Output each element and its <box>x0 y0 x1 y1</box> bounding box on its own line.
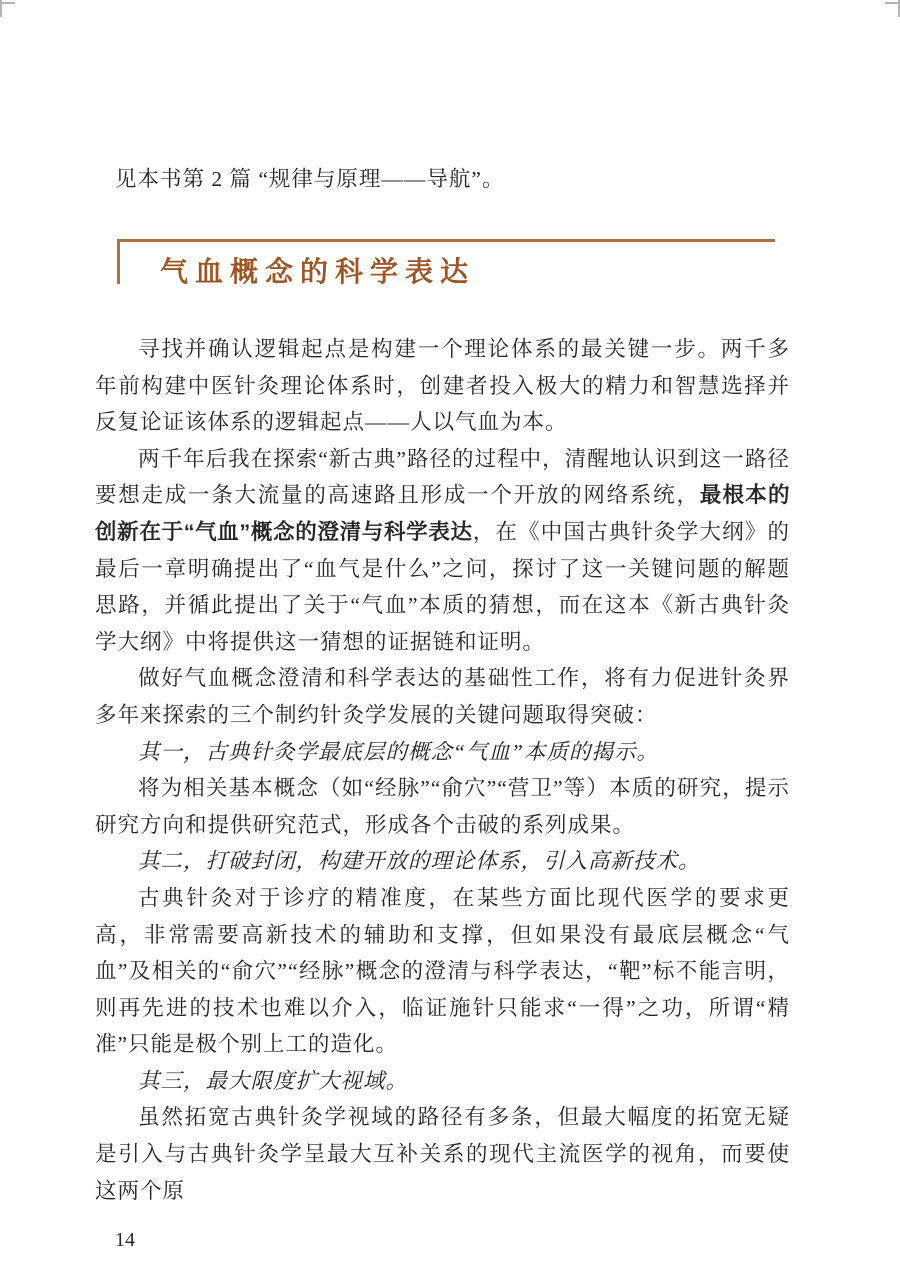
paragraph <box>95 441 790 661</box>
paragraph-text: 其三，最大限度扩大视域。 <box>138 1068 409 1093</box>
paragraph <box>95 331 790 441</box>
paragraph <box>95 880 790 1063</box>
section-header <box>117 239 775 305</box>
emphasis-bold-text: 最根本的创新在于“气血”概念的澄清与科学表达 <box>95 483 790 544</box>
paragraph-text: 寻找并确认逻辑起点是构建一个理论体系的最关键一步。两千多年前构建中医针灸理论体系时，创建者投入极大的精力和智慧选择并反复论证该体系的逻辑起点——人以气血为本。 <box>95 337 790 435</box>
paragraph-text: 做好气血概念澄清和科学表达的基础性工作，将有力促进针灸界多年来探索的三个制约针灸学发展的关键问题取得突破： <box>95 666 790 727</box>
paragraph-text: 其一，古典针灸学最底层的概念“气血”本质的揭示。 <box>138 739 659 764</box>
body-paragraphs <box>95 331 790 1209</box>
paragraph-text: 虽然拓宽古典针灸学视域的路径有多条，但最大幅度的拓宽无疑是引入与古典针灸学呈最大互补关系的现代主流医学的视角，而要使这两个原 <box>95 1105 790 1203</box>
page-number: 14 <box>115 1229 135 1252</box>
page-content <box>95 0 790 1252</box>
corner-mark-top-right <box>880 0 900 20</box>
corner-mark-top-left <box>0 0 20 20</box>
paragraph-kai <box>95 734 790 771</box>
paragraph-kai <box>95 843 790 880</box>
corner-mark-horizontal <box>0 2 15 4</box>
paragraph-text: 两千年后我在探索“新古典”路径的过程中，清醒地认识到这一路径要想走成一条大流量的高速路且形成一个开放的网络系统， <box>95 446 790 508</box>
section-title: 气血概念的科学表达 <box>160 257 476 288</box>
paragraph-text: 其二，打破封闭，构建开放的理论体系，引入高新技术。 <box>138 849 701 874</box>
carryover-paragraph: 见本书第 2 篇 “规律与原理——导航”。 <box>115 167 505 191</box>
paragraph-text: ，在《中国古典针灸学大纲》的最后一章明确提出了“血气是什么”之问，探讨了这一关键问题的解题思路，并循此提出了关于“气血”本质的猜想，而在这本《新古典针灸学大纲》中将提供这一猜想的证据链和证明。 <box>95 519 790 654</box>
paragraph <box>95 660 790 733</box>
paragraph-kai <box>95 1063 790 1100</box>
paragraph-text: 将为相关基本概念（如“经脉”“俞穴”“营卫”等）本质的研究，提示研究方向和提供研究范式，形成各个击破的系列成果。 <box>95 776 790 837</box>
paragraph <box>95 770 790 843</box>
paragraph <box>95 1099 790 1209</box>
paragraph-text: 古典针灸对于诊疗的精准度，在某些方面比现代医学的要求更高，非常需要高新技术的辅助和支撑，但如果没有最底层概念“气血”及相关的“俞穴”“经脉”概念的澄清与科学表达，“靶”标不能言明，则再先进的技术也难以介入，临证施针只能求“一得”之功，所谓“精准”只能是极个别上工的造化。 <box>95 885 790 1057</box>
corner-mark-vertical <box>0 0 2 17</box>
